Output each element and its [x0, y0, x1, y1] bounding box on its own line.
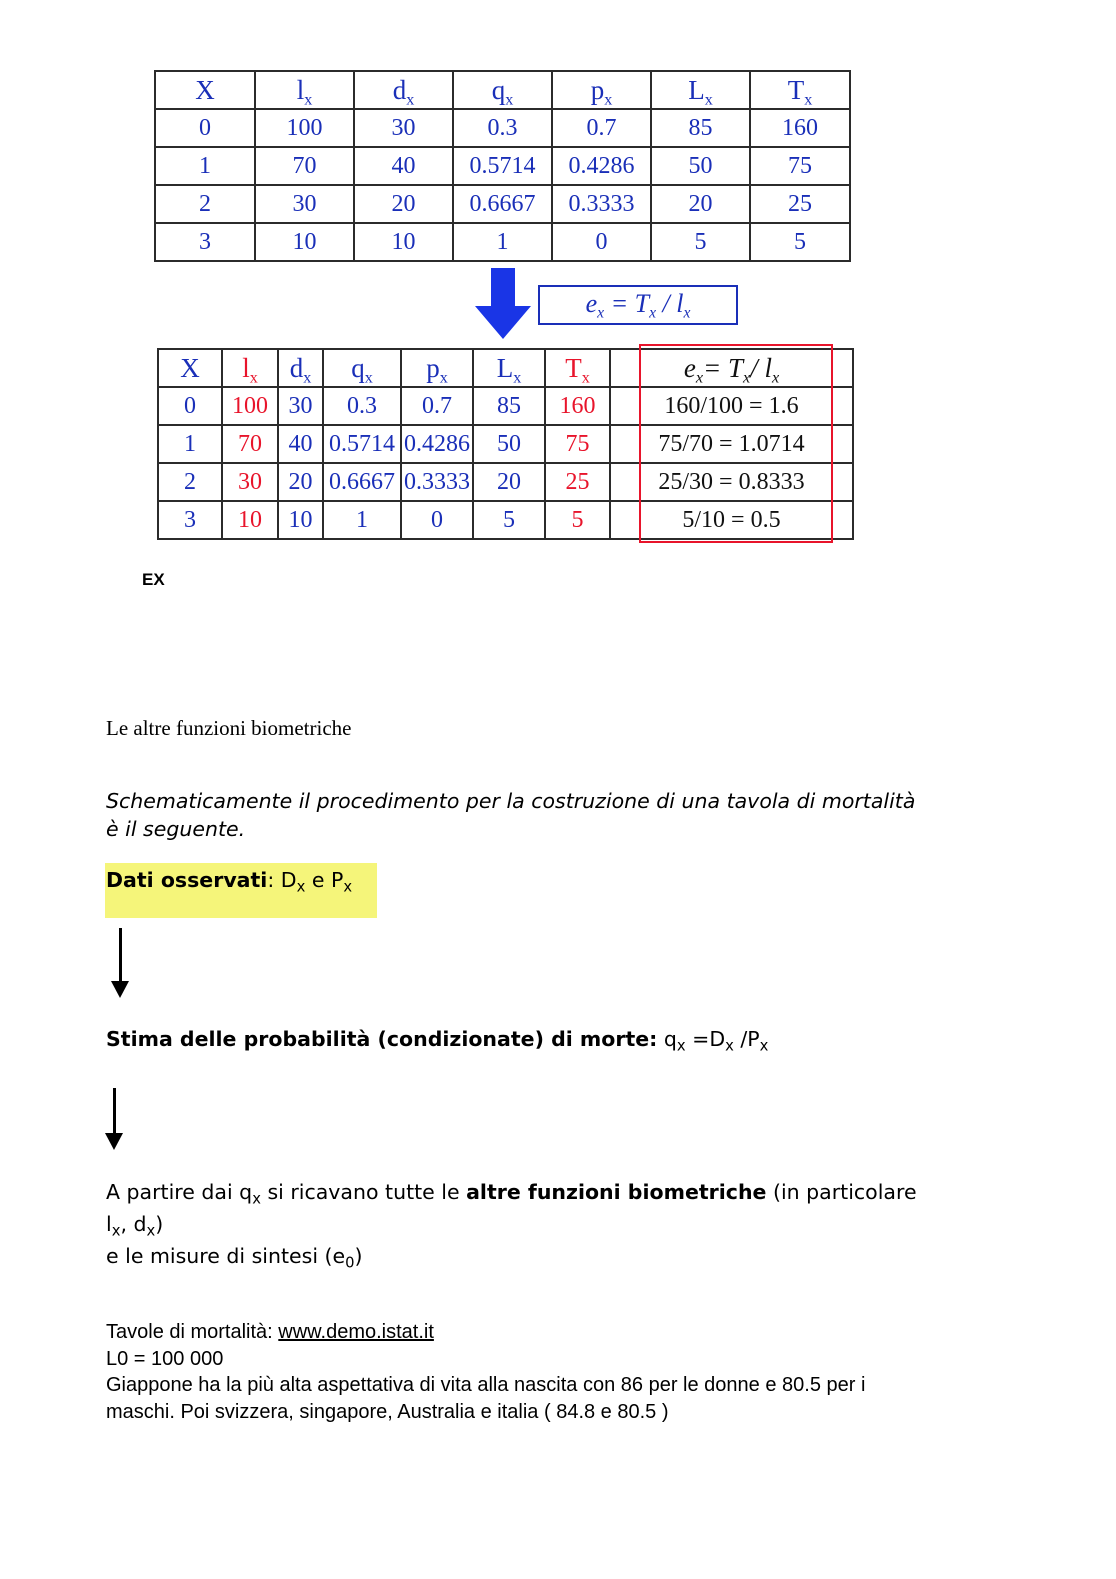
header-cell: $l_x$ [255, 71, 354, 109]
table-cell: 0.3333 [552, 185, 651, 223]
header-cell: $d_x$ [354, 71, 453, 109]
table-cell: 75 [545, 425, 610, 463]
header-cell: $q_x$ [323, 349, 401, 387]
arrow-head-icon [111, 981, 129, 998]
table-cell: 30 [278, 387, 323, 425]
header-cell: $T_x$ [545, 349, 610, 387]
arrow-head-icon [105, 1133, 123, 1150]
giappone-line-2: maschi. Poi svizzera, singapore, Australia e italia ( 84.8 e 80.5 ) [106, 1400, 669, 1423]
table-cell: 0.5714 [323, 425, 401, 463]
table-cell: 100 [255, 109, 354, 147]
table-cell: 5 [545, 501, 610, 539]
table-cell: 20 [354, 185, 453, 223]
step2-text: Stima delle probabilità (condizionate) di morte: $q_x =D_x$ $/P_x$ [106, 1027, 769, 1055]
table-cell: 30 [255, 185, 354, 223]
table-cell: 2 [155, 185, 255, 223]
table-cell: 0.5714 [453, 147, 552, 185]
table-cell: 25 [545, 463, 610, 501]
life-table-top [154, 70, 851, 262]
table-cell: 0 [158, 387, 222, 425]
header-cell: $d_x$ [278, 349, 323, 387]
table-cell: 40 [354, 147, 453, 185]
formula-text: $e_x = T_x / l_x$ [585, 289, 691, 322]
intro-line-2: è il seguente. [106, 817, 246, 841]
header-cell: $L_x$ [651, 71, 750, 109]
table-cell: 1 [158, 425, 222, 463]
table-cell: 5 [651, 223, 750, 261]
table-cell: 20 [473, 463, 545, 501]
table-cell: 75 [750, 147, 850, 185]
ex-label: EX [142, 570, 165, 589]
step3-line-3: e le misure di sintesi $(e_0)$ [106, 1244, 363, 1272]
table-cell: 0.7 [401, 387, 473, 425]
table-cell: 3 [155, 223, 255, 261]
table-cell: 30 [354, 109, 453, 147]
table-cell: 70 [222, 425, 278, 463]
table-cell: 2 [158, 463, 222, 501]
notes-block [106, 1319, 865, 1425]
arrow-down-icon [113, 1088, 116, 1134]
header-cell: $l_x$ [222, 349, 278, 387]
table-cell: 5 [473, 501, 545, 539]
header-cell: $p_x$ [552, 71, 651, 109]
table-cell: 0.3 [323, 387, 401, 425]
table-cell: 0.7 [552, 109, 651, 147]
table-cell: 40 [278, 425, 323, 463]
table-cell: 1 [323, 501, 401, 539]
arrow-down-icon [474, 268, 532, 340]
table-cell: 1 [155, 147, 255, 185]
ex-highlight-frame [639, 344, 833, 543]
table-cell: 0.3333 [401, 463, 473, 501]
header-cell: $q_x$ [453, 71, 552, 109]
table-cell: 0.4286 [401, 425, 473, 463]
section-title: Le altre funzioni biometriche [106, 716, 352, 740]
table-cell: 85 [473, 387, 545, 425]
istat-link[interactable]: www.demo.istat.it [278, 1321, 434, 1343]
table-cell: 0.6667 [453, 185, 552, 223]
table-cell: 50 [651, 147, 750, 185]
step3-line-2: $l_x$, $d_x$) [106, 1212, 164, 1240]
table-cell: 20 [651, 185, 750, 223]
header-cell: $L_x$ [473, 349, 545, 387]
ex-cell: 5/10 = 0.5 [610, 501, 853, 539]
l0-line: L0 = 100 000 [106, 1347, 224, 1370]
table-row [155, 185, 850, 223]
table-cell: 10 [255, 223, 354, 261]
table-cell: 160 [545, 387, 610, 425]
header-cell: X [158, 349, 222, 387]
ex-header-cell: $e_x= T_x/$ $l_x$ [610, 349, 853, 387]
table-cell: 50 [473, 425, 545, 463]
arrow-down-icon [119, 928, 122, 982]
intro-line-1: Schematicamente il procedimento per la costruzione di una tavola di mortalità [106, 789, 916, 813]
table-cell: 1 [453, 223, 552, 261]
table-cell: 0 [401, 501, 473, 539]
table-cell: 20 [278, 463, 323, 501]
table-row [155, 223, 850, 261]
step1-text: Dati osservati: $D_x$ e $P_x$ [106, 868, 353, 896]
table-cell: 10 [278, 501, 323, 539]
table-cell: 0 [552, 223, 651, 261]
table-cell: 10 [222, 501, 278, 539]
table-cell: 0 [155, 109, 255, 147]
ex-cell: 25/30 = 0.8333 [610, 463, 853, 501]
header-cell: $p_x$ [401, 349, 473, 387]
table-cell: 0.6667 [323, 463, 401, 501]
ex-cell: 160/100 = 1.6 [610, 387, 853, 425]
ex-cell: 75/70 = 1.0714 [610, 425, 853, 463]
header-cell: $T_x$ [750, 71, 850, 109]
table-header-row [155, 71, 850, 109]
table-cell: 70 [255, 147, 354, 185]
table-cell: 100 [222, 387, 278, 425]
table-cell: 30 [222, 463, 278, 501]
table-cell: 5 [750, 223, 850, 261]
table-cell: 0.4286 [552, 147, 651, 185]
table-row [155, 147, 850, 185]
table-cell: 10 [354, 223, 453, 261]
table-cell: 3 [158, 501, 222, 539]
step3-line-1: A partire dai $q_x$ si ricavano tutte le altre funzioni biometriche (in particolare [106, 1180, 917, 1208]
table-cell: 160 [750, 109, 850, 147]
giappone-line-1: Giappone ha la più alta aspettativa di vita alla nascita con 86 per le donne e 80.5 per i [106, 1374, 866, 1396]
table-cell: 85 [651, 109, 750, 147]
tavole-line: Tavole di mortalità: www.demo.istat.it [106, 1321, 434, 1343]
table-row [155, 109, 850, 147]
table-cell: 25 [750, 185, 850, 223]
header-cell: X [155, 71, 255, 109]
table-cell: 0.3 [453, 109, 552, 147]
